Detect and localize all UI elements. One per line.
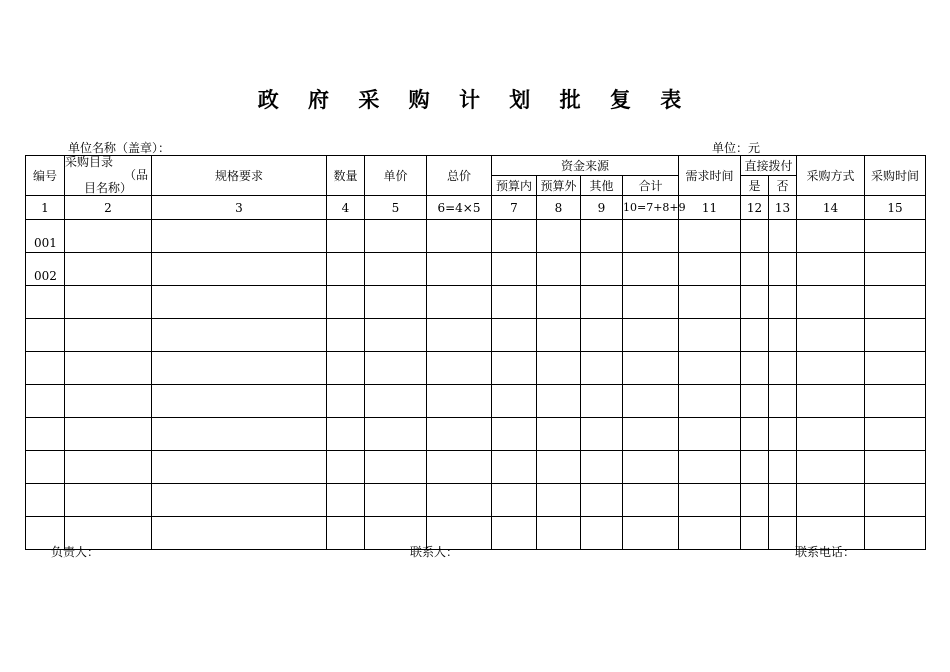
header-spec: 规格要求: [152, 156, 327, 196]
header-item-line3: 目名称）: [83, 181, 132, 195]
table-cell: [65, 319, 152, 352]
table-cell: [427, 385, 492, 418]
header-row-1: [26, 156, 926, 176]
table-cell: [537, 418, 581, 451]
table-cell: [769, 319, 797, 352]
table-cell: [365, 451, 427, 484]
table-cell: [581, 517, 623, 550]
table-cell: [152, 319, 327, 352]
row-code: [26, 451, 65, 484]
table-cell: [741, 319, 769, 352]
table-cell: [623, 286, 679, 319]
table-cell: [427, 484, 492, 517]
unit-name-label: 单位名称（盖章）：: [68, 141, 171, 155]
col-number: 1: [26, 196, 65, 220]
col-number: 9: [581, 196, 623, 220]
table-cell: [865, 418, 926, 451]
table-cell: [865, 517, 926, 550]
table-cell: [65, 253, 152, 286]
col-number: 4: [327, 196, 365, 220]
row-code: 001: [26, 220, 65, 253]
header-no: 编号: [26, 156, 65, 196]
table-cell: [492, 385, 537, 418]
table-row: [26, 286, 926, 319]
table-cell: [769, 352, 797, 385]
table-cell: [679, 484, 741, 517]
header-need-time: 需求时间: [679, 156, 741, 196]
table-cell: [327, 319, 365, 352]
footer-contact: 联系人：: [410, 545, 459, 559]
table-cell: [65, 385, 152, 418]
table-cell: [65, 352, 152, 385]
table-cell: [365, 418, 427, 451]
table-row: [26, 220, 926, 253]
table-cell: [741, 418, 769, 451]
table-cell: [623, 385, 679, 418]
table-cell: [365, 385, 427, 418]
table-cell: [623, 220, 679, 253]
table-cell: [741, 385, 769, 418]
table-cell: [865, 253, 926, 286]
table-cell: [427, 253, 492, 286]
table-cell: [65, 220, 152, 253]
table-cell: [741, 484, 769, 517]
table-row: [26, 385, 926, 418]
table-cell: [741, 352, 769, 385]
header-item: [65, 156, 152, 196]
table-cell: [741, 220, 769, 253]
table-cell: [865, 319, 926, 352]
header-fund-source: 资金来源: [492, 156, 679, 176]
row-code: [26, 286, 65, 319]
row-code: [26, 319, 65, 352]
table-cell: [537, 352, 581, 385]
table-cell: [865, 451, 926, 484]
header-item-line2: （品: [123, 168, 148, 182]
table-cell: [769, 451, 797, 484]
table-cell: [152, 418, 327, 451]
table-cell: [537, 517, 581, 550]
table-cell: [65, 286, 152, 319]
footer-responsible: 负责人：: [51, 545, 100, 559]
table-cell: [865, 220, 926, 253]
header-budget-in: 预算内: [492, 176, 537, 196]
table-cell: [65, 418, 152, 451]
table-cell: [797, 286, 865, 319]
table-cell: [581, 385, 623, 418]
col-number: 13: [769, 196, 797, 220]
table-cell: [537, 385, 581, 418]
table-cell: [65, 451, 152, 484]
table-cell: [769, 418, 797, 451]
table-cell: [623, 451, 679, 484]
table-cell: [365, 286, 427, 319]
table-cell: [65, 484, 152, 517]
table-cell: [679, 319, 741, 352]
table-cell: [797, 484, 865, 517]
table-cell: [537, 319, 581, 352]
table-cell: [797, 418, 865, 451]
header-price: 单价: [365, 156, 427, 196]
table-cell: [365, 352, 427, 385]
table-cell: [623, 517, 679, 550]
table-cell: [152, 352, 327, 385]
table-cell: [427, 352, 492, 385]
table-cell: [537, 286, 581, 319]
table-cell: [365, 253, 427, 286]
column-number-row: [26, 196, 926, 220]
table-cell: [152, 451, 327, 484]
unit-label: 单位：元: [712, 141, 761, 155]
table-cell: [769, 385, 797, 418]
table-cell: [365, 220, 427, 253]
table-cell: [327, 517, 365, 550]
table-cell: [623, 253, 679, 286]
table-cell: [492, 451, 537, 484]
table-cell: [581, 319, 623, 352]
page-title: 政 府 采 购 计 划 批 复 表: [257, 87, 693, 112]
table-cell: [797, 385, 865, 418]
header-budget-out: 预算外: [537, 176, 581, 196]
table-cell: [581, 418, 623, 451]
row-code: [26, 352, 65, 385]
table-cell: [623, 352, 679, 385]
col-number: 8: [537, 196, 581, 220]
header-yes: 是: [741, 176, 769, 196]
table-cell: [492, 253, 537, 286]
table-cell: [797, 253, 865, 286]
table-cell: [679, 418, 741, 451]
table-cell: [537, 220, 581, 253]
table-cell: [581, 220, 623, 253]
table-cell: [492, 319, 537, 352]
table-cell: [365, 319, 427, 352]
table-row: [26, 352, 926, 385]
header-purchase-time: 采购时间: [865, 156, 926, 196]
table-cell: [865, 352, 926, 385]
table-row: [26, 319, 926, 352]
table-cell: [769, 517, 797, 550]
table-cell: [365, 484, 427, 517]
header-total: 总价: [427, 156, 492, 196]
table-cell: [679, 352, 741, 385]
table-cell: [741, 517, 769, 550]
row-code: [26, 385, 65, 418]
row-code: 002: [26, 253, 65, 286]
row-code: [26, 418, 65, 451]
table-cell: [327, 286, 365, 319]
table-cell: [492, 517, 537, 550]
table-cell: [679, 220, 741, 253]
table-cell: [152, 286, 327, 319]
col-number: 11: [679, 196, 741, 220]
table-cell: [427, 220, 492, 253]
table-cell: [327, 484, 365, 517]
table-cell: [492, 418, 537, 451]
table-cell: [492, 286, 537, 319]
table-cell: [769, 286, 797, 319]
table-cell: [865, 385, 926, 418]
table-cell: [152, 220, 327, 253]
col-number: 3: [152, 196, 327, 220]
row-code: [26, 484, 65, 517]
table-cell: [427, 286, 492, 319]
table-cell: [797, 319, 865, 352]
col-number: 6=4×5: [427, 196, 492, 220]
col-number: 2: [65, 196, 152, 220]
table-cell: [769, 484, 797, 517]
table-cell: [797, 451, 865, 484]
col-number: 15: [865, 196, 926, 220]
table-cell: [581, 484, 623, 517]
table-row: [26, 418, 926, 451]
table-cell: [741, 451, 769, 484]
table-cell: [152, 253, 327, 286]
table-cell: [679, 517, 741, 550]
table-cell: [581, 286, 623, 319]
table-cell: [581, 253, 623, 286]
table-cell: [679, 451, 741, 484]
table-cell: [152, 385, 327, 418]
table-cell: [152, 517, 327, 550]
header-item-line1: 采购目录: [65, 155, 114, 169]
table-row: [26, 451, 926, 484]
table-cell: [537, 253, 581, 286]
col-number: 12: [741, 196, 769, 220]
col-number: 5: [365, 196, 427, 220]
table-cell: [797, 220, 865, 253]
table-cell: [327, 352, 365, 385]
table-cell: [865, 286, 926, 319]
table-cell: [327, 418, 365, 451]
table-cell: [623, 418, 679, 451]
table-row: [26, 517, 926, 550]
table-cell: [769, 220, 797, 253]
table-cell: [741, 253, 769, 286]
col-number: 14: [797, 196, 865, 220]
table-cell: [492, 220, 537, 253]
table-cell: [679, 253, 741, 286]
header-direct-pay: 直接拨付: [741, 156, 797, 176]
header-sum: 合计: [623, 176, 679, 196]
table-cell: [581, 451, 623, 484]
col-number: 10=7+8+9: [623, 196, 679, 220]
table-cell: [327, 451, 365, 484]
table-cell: [581, 352, 623, 385]
table-cell: [623, 484, 679, 517]
procurement-table: [25, 155, 926, 550]
table-cell: [865, 484, 926, 517]
table-cell: [327, 253, 365, 286]
table-cell: [427, 418, 492, 451]
table-cell: [492, 352, 537, 385]
table-cell: [327, 220, 365, 253]
table-cell: [492, 484, 537, 517]
table-cell: [679, 286, 741, 319]
table-cell: [537, 484, 581, 517]
table-cell: [427, 451, 492, 484]
header-qty: 数量: [327, 156, 365, 196]
table-cell: [741, 286, 769, 319]
table-cell: [327, 385, 365, 418]
table-cell: [769, 253, 797, 286]
table-row: [26, 484, 926, 517]
header-method: 采购方式: [797, 156, 865, 196]
table-cell: [537, 451, 581, 484]
table-row: [26, 253, 926, 286]
table-cell: [679, 385, 741, 418]
table-cell: [427, 319, 492, 352]
header-no-opt: 否: [769, 176, 797, 196]
table-cell: [623, 319, 679, 352]
table-cell: [152, 484, 327, 517]
col-number: 7: [492, 196, 537, 220]
footer-phone: 联系电话：: [795, 545, 856, 559]
table-cell: [797, 352, 865, 385]
header-other: 其他: [581, 176, 623, 196]
